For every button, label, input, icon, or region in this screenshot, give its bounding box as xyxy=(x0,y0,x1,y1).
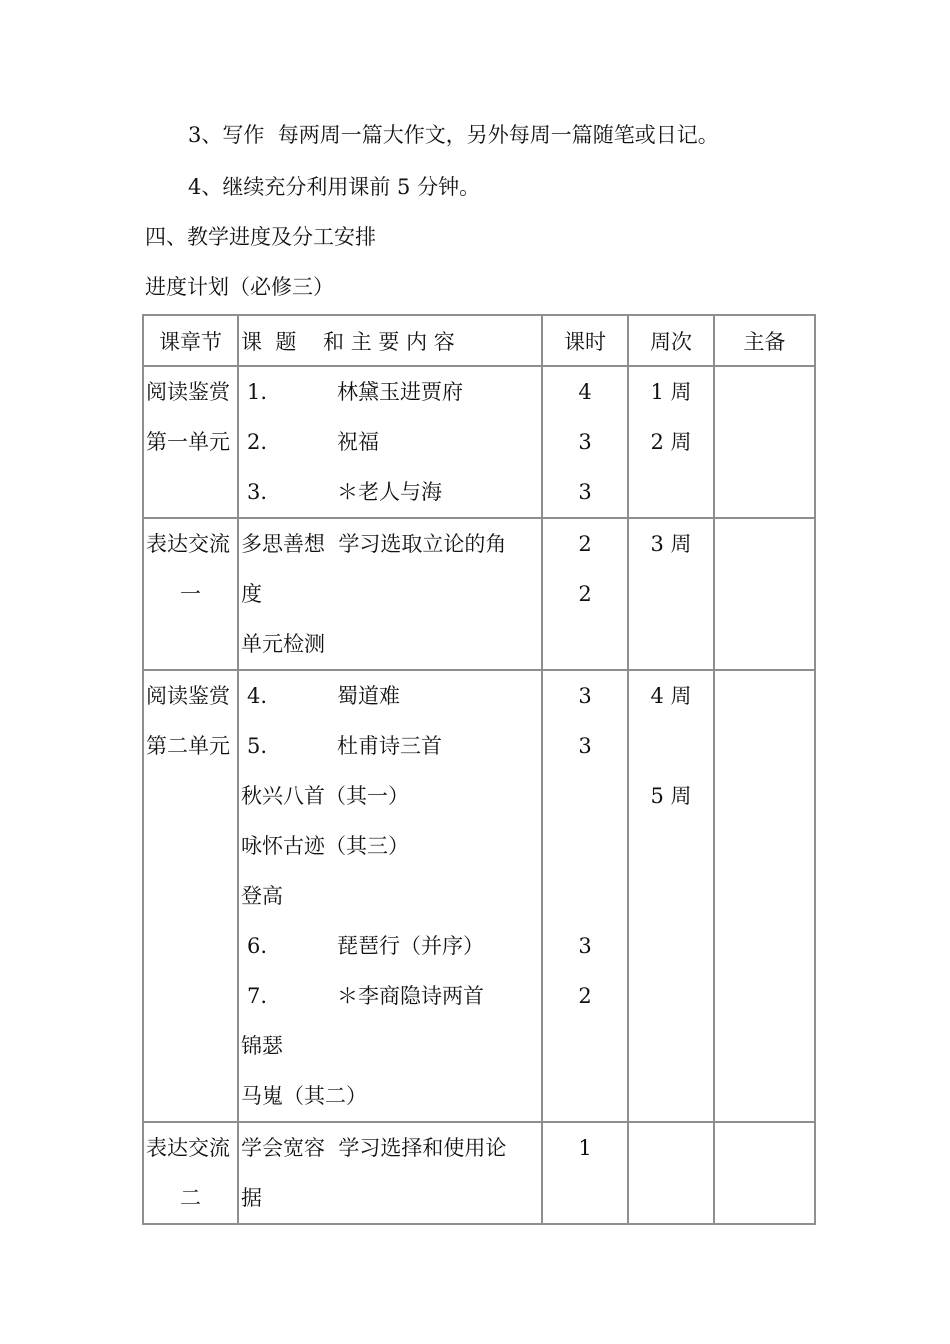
hours-value: 3 xyxy=(578,934,592,958)
lesson-number: 7. xyxy=(247,984,268,1008)
hours-value xyxy=(543,821,627,871)
topic-line xyxy=(239,519,541,569)
lesson-number: 3. xyxy=(247,480,268,504)
week-value: 3 周 xyxy=(650,532,692,556)
hours-cell xyxy=(542,518,628,670)
topic-line xyxy=(239,821,541,871)
lesson-title: ＊老人与海 xyxy=(337,480,442,504)
hours-value: 2 xyxy=(578,984,592,1008)
hours-value: 3 xyxy=(578,430,592,454)
section-line: 第一单元 xyxy=(146,430,230,454)
topic-line xyxy=(239,721,541,771)
hours-value: 3 xyxy=(578,480,592,504)
week-cell xyxy=(628,670,714,1122)
lead-cell xyxy=(714,670,815,1122)
section-line: 二 xyxy=(180,1186,201,1210)
topic-line xyxy=(239,467,541,517)
lesson-title: 单元检测 xyxy=(241,632,325,656)
week-value: 5 周 xyxy=(650,784,692,808)
week-cell xyxy=(628,518,714,670)
lesson-title: 咏怀古迹（其三） xyxy=(241,834,409,858)
table-row xyxy=(143,670,815,1122)
hours-value xyxy=(543,771,627,821)
lesson-title: 锦瑟 xyxy=(241,1034,283,1058)
lesson-title: 琵琶行（并序） xyxy=(337,934,484,958)
lesson-title: 秋兴八首（其一） xyxy=(241,784,409,808)
topic-line xyxy=(239,619,541,669)
lesson-title: 登高 xyxy=(241,884,283,908)
topic-line xyxy=(239,367,541,417)
hours-value: 3 xyxy=(578,734,592,758)
hours-cell xyxy=(542,366,628,518)
section-heading: 四、教学进度及分工安排 xyxy=(145,225,376,249)
topic-cell xyxy=(238,366,542,518)
topic-line xyxy=(239,1123,541,1173)
lesson-title: 度 xyxy=(241,582,262,606)
table-header-row xyxy=(143,315,815,366)
paragraph-item-4: 4、继续充分利用课前 5 分钟。 xyxy=(188,175,481,199)
lesson-title: 据 xyxy=(241,1186,262,1210)
hours-value: 2 xyxy=(578,532,592,556)
section-cell xyxy=(143,366,238,518)
paragraph-item-3: 3、写作 每两周一篇大作文，另外每周一篇随笔或日记。 xyxy=(188,123,719,147)
topic-cell xyxy=(238,670,542,1122)
hours-value: 1 xyxy=(578,1136,592,1160)
lead-cell xyxy=(714,366,815,518)
week-cell xyxy=(628,366,714,518)
topic-line xyxy=(239,1071,541,1121)
header-lead: 主备 xyxy=(714,315,815,366)
section-line: 表达交流 xyxy=(146,532,230,556)
section-line: 阅读鉴赏 xyxy=(146,684,230,708)
header-hours: 课时 xyxy=(542,315,628,366)
lesson-number: 6. xyxy=(247,934,268,958)
topic-line xyxy=(239,1021,541,1071)
week-value: 2 周 xyxy=(650,430,692,454)
topic-line xyxy=(239,417,541,467)
lesson-number: 1. xyxy=(247,380,268,404)
header-section: 课章节 xyxy=(143,315,238,366)
topic-line xyxy=(239,771,541,821)
week-value xyxy=(629,721,713,771)
lesson-title: 多思善想 学习选取立论的角 xyxy=(241,532,507,556)
week-value: 4 周 xyxy=(650,684,692,708)
table-row xyxy=(143,518,815,670)
topic-line xyxy=(239,671,541,721)
lesson-title: 蜀道难 xyxy=(337,684,400,708)
topic-line xyxy=(239,971,541,1021)
section-cell xyxy=(143,670,238,1122)
hours-value xyxy=(543,871,627,921)
section-line: 表达交流 xyxy=(146,1136,230,1160)
topic-cell xyxy=(238,518,542,670)
lesson-title: 学会宽容 学习选择和使用论 xyxy=(241,1136,507,1160)
table-row xyxy=(143,1122,815,1224)
hours-value: 2 xyxy=(578,582,592,606)
topic-line xyxy=(239,569,541,619)
lesson-title: 林黛玉进贾府 xyxy=(337,380,463,404)
table-row xyxy=(143,366,815,518)
topic-line xyxy=(239,1173,541,1223)
hours-cell xyxy=(542,670,628,1122)
hours-cell xyxy=(542,1122,628,1224)
week-value: 1 周 xyxy=(650,380,692,404)
hours-value: 3 xyxy=(578,684,592,708)
topic-cell xyxy=(238,1122,542,1224)
lesson-number: 2. xyxy=(247,430,268,454)
section-line: 第二单元 xyxy=(146,734,230,758)
section-cell xyxy=(143,518,238,670)
table-caption: 进度计划（必修三） xyxy=(145,275,334,299)
week-cell xyxy=(628,1122,714,1224)
section-line: 一 xyxy=(180,582,201,606)
lesson-title: 马嵬（其二） xyxy=(241,1084,367,1108)
header-week: 周次 xyxy=(628,315,714,366)
topic-line xyxy=(239,921,541,971)
topic-line xyxy=(239,871,541,921)
header-topic: 课 题 和 主 要 内 容 xyxy=(238,315,542,366)
lesson-number: 5. xyxy=(247,734,268,758)
lead-cell xyxy=(714,518,815,670)
hours-value: 4 xyxy=(578,380,592,404)
lesson-number: 4. xyxy=(247,684,268,708)
schedule-table xyxy=(142,314,816,1225)
lesson-title: 祝福 xyxy=(337,430,379,454)
lesson-title: ＊李商隐诗两首 xyxy=(337,984,484,1008)
lead-cell xyxy=(714,1122,815,1224)
section-line: 阅读鉴赏 xyxy=(146,380,230,404)
section-cell xyxy=(143,1122,238,1224)
lesson-title: 杜甫诗三首 xyxy=(337,734,442,758)
